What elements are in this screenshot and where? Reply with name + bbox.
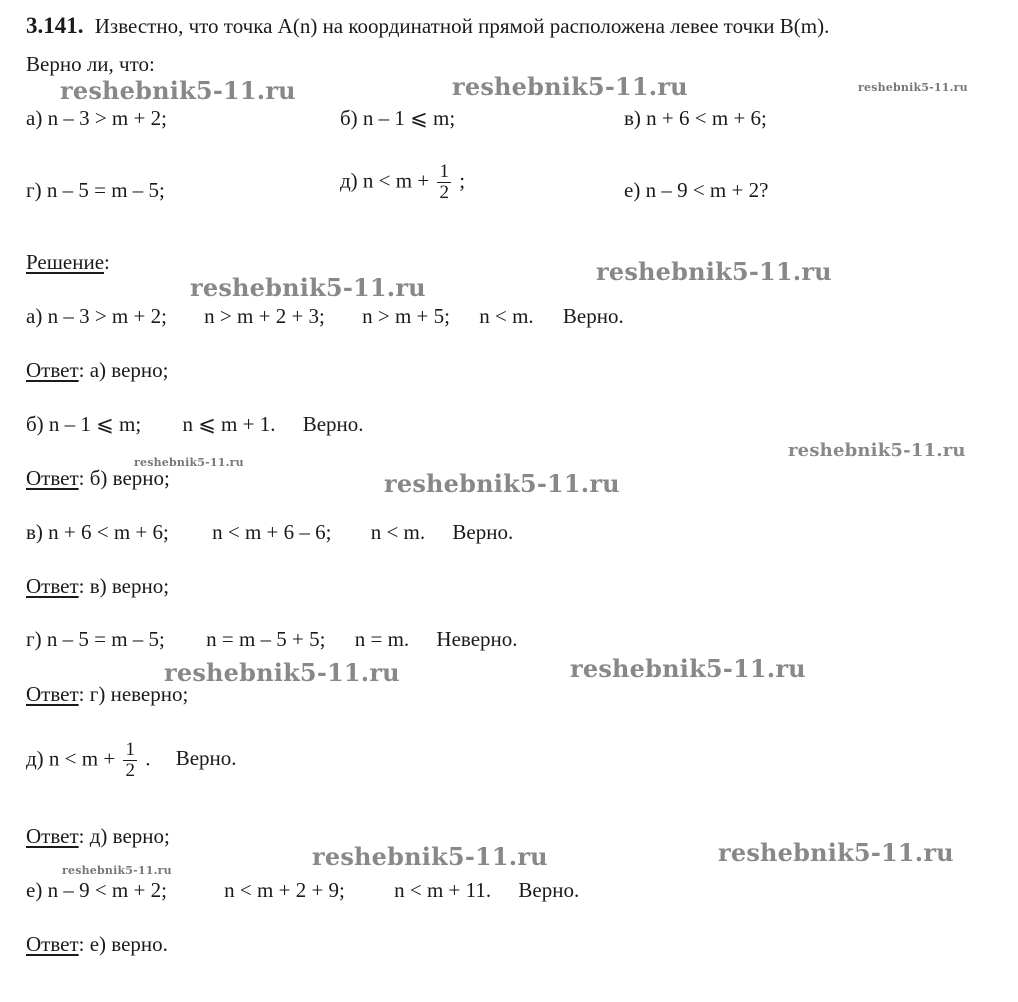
verdict: Верно. — [518, 878, 580, 902]
answer-text: : д) верно; — [78, 824, 170, 848]
answer-label: Ответ — [26, 358, 79, 382]
verdict: Верно. — [452, 520, 514, 544]
solution-a-steps — [26, 304, 624, 328]
item-g: г) n – 5 = m – 5; — [26, 178, 165, 202]
fraction-denominator: 2 — [439, 182, 449, 203]
step: г) n – 5 = m – 5; — [26, 627, 165, 651]
verdict: Верно. — [302, 412, 364, 436]
watermark: reshebnik5-11.ru — [134, 456, 244, 469]
answer-v — [26, 574, 169, 598]
solution-e-steps — [26, 878, 579, 902]
item-d-prefix: д) n < m + — [340, 168, 430, 193]
answer-a — [26, 358, 168, 382]
item-d-suffix: ; — [459, 168, 466, 193]
step: n > m + 5; — [362, 304, 450, 328]
fraction-numerator: 1 — [439, 161, 449, 182]
verdict: Неверно. — [436, 627, 518, 651]
answer-label: Ответ — [26, 466, 79, 490]
answer-label: Ответ — [26, 932, 79, 956]
solution-heading-colon: : — [104, 250, 110, 274]
solution-v-steps — [26, 520, 513, 544]
answer-label: Ответ — [26, 682, 79, 706]
step-prefix: д) n < m + — [26, 746, 116, 771]
verdict: Верно. — [175, 746, 237, 771]
answer-text: : в) верно; — [78, 574, 170, 598]
step: n < m + 2 + 9; — [224, 878, 345, 902]
watermark: reshebnik5-11.ru — [62, 864, 172, 877]
answer-text: : г) неверно; — [78, 682, 189, 706]
step: б) n – 1 ⩽ m; — [26, 412, 142, 436]
fraction-denominator: 2 — [125, 760, 135, 781]
problem-number: 3.141. — [26, 13, 84, 38]
problem-question: Верно ли, что: — [26, 52, 155, 76]
answer-b — [26, 466, 170, 490]
answer-d — [26, 824, 170, 848]
watermark: reshebnik5-11.ru — [788, 440, 966, 461]
watermark: reshebnik5-11.ru — [452, 72, 688, 101]
item-e: е) n – 9 < m + 2? — [624, 178, 769, 202]
step: n > m + 2 + 3; — [204, 304, 325, 328]
answer-text: : б) верно; — [78, 466, 170, 490]
verdict: Верно. — [562, 304, 624, 328]
answer-text: : а) верно; — [78, 358, 169, 382]
step: в) n + 6 < m + 6; — [26, 520, 169, 544]
answer-label: Ответ — [26, 574, 79, 598]
watermark: reshebnik5-11.ru — [164, 658, 400, 687]
watermark: reshebnik5-11.ru — [190, 273, 426, 302]
watermark: reshebnik5-11.ru — [596, 257, 832, 286]
item-b: б) n – 1 ⩽ m; — [340, 106, 456, 130]
step: n ⩽ m + 1. — [182, 412, 276, 436]
step: n < m. — [479, 304, 534, 328]
item-a: а) n – 3 > m + 2; — [26, 106, 167, 130]
watermark: reshebnik5-11.ru — [718, 838, 954, 867]
watermark: reshebnik5-11.ru — [858, 81, 968, 94]
step-suffix: . — [145, 746, 151, 771]
solution-d-fraction — [123, 740, 137, 781]
item-d — [340, 162, 465, 203]
watermark: reshebnik5-11.ru — [384, 469, 620, 498]
item-d-fraction — [437, 162, 451, 203]
item-v: в) n + 6 < m + 6; — [624, 106, 767, 130]
solution-g-steps — [26, 627, 518, 651]
answer-e — [26, 932, 168, 956]
watermark: reshebnik5-11.ru — [60, 76, 296, 105]
step: n < m + 11. — [394, 878, 492, 902]
step: n < m + 6 – 6; — [212, 520, 332, 544]
solution-d-steps — [26, 740, 237, 781]
step: n = m. — [354, 627, 410, 651]
answer-text: : е) верно. — [78, 932, 168, 956]
fraction-numerator: 1 — [125, 739, 135, 760]
watermark: reshebnik5-11.ru — [312, 842, 548, 871]
step: а) n – 3 > m + 2; — [26, 304, 167, 328]
step: n < m. — [370, 520, 426, 544]
answer-label: Ответ — [26, 824, 79, 848]
watermark: reshebnik5-11.ru — [570, 654, 806, 683]
solution-heading — [26, 250, 110, 274]
step: n = m – 5 + 5; — [206, 627, 326, 651]
step: е) n – 9 < m + 2; — [26, 878, 167, 902]
solution-b-steps — [26, 412, 364, 436]
solution-heading-word: Решение — [26, 250, 105, 274]
problem-header — [26, 14, 829, 38]
problem-statement: Известно, что точка A(n) на координатной прямой расположена левее точки B(m). — [94, 14, 830, 38]
